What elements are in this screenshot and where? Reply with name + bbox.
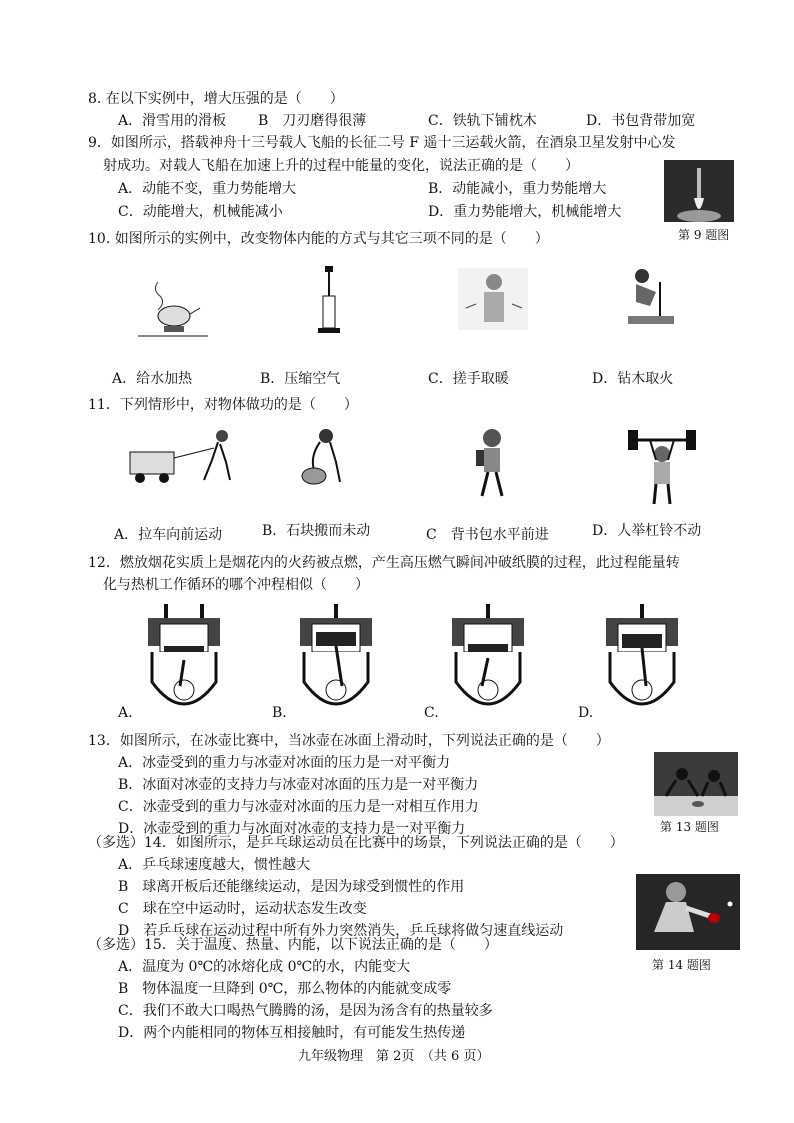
q15-option-d: D．两个内能相同的物体互相接触时，有可能发生热传递 <box>118 1025 466 1041</box>
q11-option-d: D．人举杠铃不动 <box>592 523 702 539</box>
q13-figure-caption: 第 13 题图 <box>660 820 719 834</box>
q12-option-c: C. <box>424 705 439 721</box>
air-compression-tube-icon <box>314 266 344 334</box>
q13-option-a: A．冰壶受到的重力与冰壶对冰面的压力是一对平衡力 <box>118 755 451 771</box>
q8-option-d: D．书包背带加宽 <box>586 113 696 129</box>
engine-stroke-b-diagram <box>298 602 374 718</box>
q13-option-c: C．冰壶受到的重力与冰壶对冰面的压力是一对相互作用力 <box>118 799 479 815</box>
table-tennis-photo <box>636 874 740 950</box>
q13-option-d: D．冰壶受到的重力与冰面对冰壶的支持力是一对平衡力 <box>118 821 466 837</box>
q12-option-b: B. <box>272 705 287 721</box>
q13-option-b: B．冰面对冰壶的支持力与冰壶对冰面的压力是一对平衡力 <box>118 777 479 793</box>
q9-option-c: C．动能增大，机械能减小 <box>118 204 283 220</box>
walking-with-backpack-icon <box>468 428 518 500</box>
q12-stem-line2: 化与热机工作循环的哪个冲程相似（ ） <box>103 577 369 593</box>
q14-option-b: B 球离开板后还能继续运动，是因为球受到惯性的作用 <box>118 879 465 895</box>
q10-option-a: A．给水加热 <box>112 371 193 387</box>
q12-option-a: A. <box>118 705 133 721</box>
q13-stem: 13．如图所示，在冰壶比赛中，当冰壶在冰面上滑动时，下列说法正确的是（ ） <box>88 733 610 749</box>
q9-option-a: A．动能不变，重力势能增大 <box>118 181 297 197</box>
q11-option-a: A．拉车向前运动 <box>114 527 223 543</box>
rubbing-hands-icon <box>458 268 528 330</box>
q15-option-a: A．温度为 0℃的冰熔化成 0℃的水，内能变大 <box>118 959 411 975</box>
q11-stem: 11．下列情形中，对物体做功的是（ ） <box>88 397 358 413</box>
q10-option-d: D．钻木取火 <box>592 371 674 387</box>
page-footer: 九年级物理 第 2页 （共 6 页） <box>298 1049 490 1064</box>
q14-figure-caption: 第 14 题图 <box>652 958 711 972</box>
q12-option-d: D. <box>578 705 594 721</box>
drilling-wood-fire-icon <box>620 266 680 328</box>
q11-option-b: B．石块搬而未动 <box>262 523 371 539</box>
q14-option-d: D 若乒乓球在运动过程中所有外力突然消失，乒乓球将做匀速直线运动 <box>118 923 564 939</box>
q8-option-a: A．滑雪用的滑板 <box>118 113 227 129</box>
pushing-stone-icon <box>296 428 356 486</box>
q15-stem: （多选）15．关于温度、热量、内能，以下说法正确的是（ ） <box>88 937 498 953</box>
q12-stem-line1: 12．燃放烟花实质上是烟花内的火药被点燃，产生高压燃气瞬间冲破纸膜的过程，此过程能量转 <box>88 555 680 571</box>
q8-option-c: C．铁轨下铺枕木 <box>428 113 537 129</box>
engine-stroke-a-diagram <box>146 602 222 718</box>
engine-stroke-d-diagram <box>604 602 680 718</box>
q8-stem: 8. 在以下实例中，增大压强的是（ ） <box>88 91 344 107</box>
q9-stem-line2: 射成功。对载人飞船在加速上升的过程中能量的变化，说法正确的是（ ） <box>103 158 579 174</box>
q8-option-b: B 刀刃磨得很薄 <box>258 113 367 129</box>
q15-option-c: C．我们不敢大口喝热气腾腾的汤，是因为汤含有的热量较多 <box>118 1003 493 1019</box>
q15-option-b: B 物体温度一旦降到 0℃，那么物体的内能就变成零 <box>118 981 452 997</box>
pulling-cart-icon <box>126 428 244 486</box>
q9-stem-line1: 9．如图所示，搭载神舟十三号载人飞船的长征二号 F 遥十三运载火箭，在酒泉卫星发射中心发 <box>88 135 676 151</box>
q9-option-d: D．重力势能增大，机械能增大 <box>428 204 622 220</box>
curling-photo <box>654 752 738 816</box>
holding-barbell-icon <box>626 426 698 508</box>
q10-option-b: B．压缩空气 <box>260 371 341 387</box>
kettle-heating-icon <box>138 278 208 340</box>
q9-figure-caption: 第 9 题图 <box>678 228 730 242</box>
engine-stroke-c-diagram <box>450 602 526 718</box>
q9-option-b: B．动能减小，重力势能增大 <box>428 181 607 197</box>
q10-stem: 10. 如图所示的实例中，改变物体内能的方式与其它三项不同的是（ ） <box>88 231 549 247</box>
q14-option-a: A．乒乓球速度越大，惯性越大 <box>118 857 311 873</box>
q11-option-c: C 背书包水平前进 <box>426 527 549 543</box>
rocket-launch-photo <box>664 160 734 222</box>
q14-option-c: C 球在空中运动时，运动状态发生改变 <box>118 901 367 917</box>
q10-option-c: C．搓手取暖 <box>428 371 509 387</box>
q14-stem: （多选）14．如图所示，是乒乓球运动员在比赛中的场景，下列说法正确的是（ ） <box>88 835 624 851</box>
